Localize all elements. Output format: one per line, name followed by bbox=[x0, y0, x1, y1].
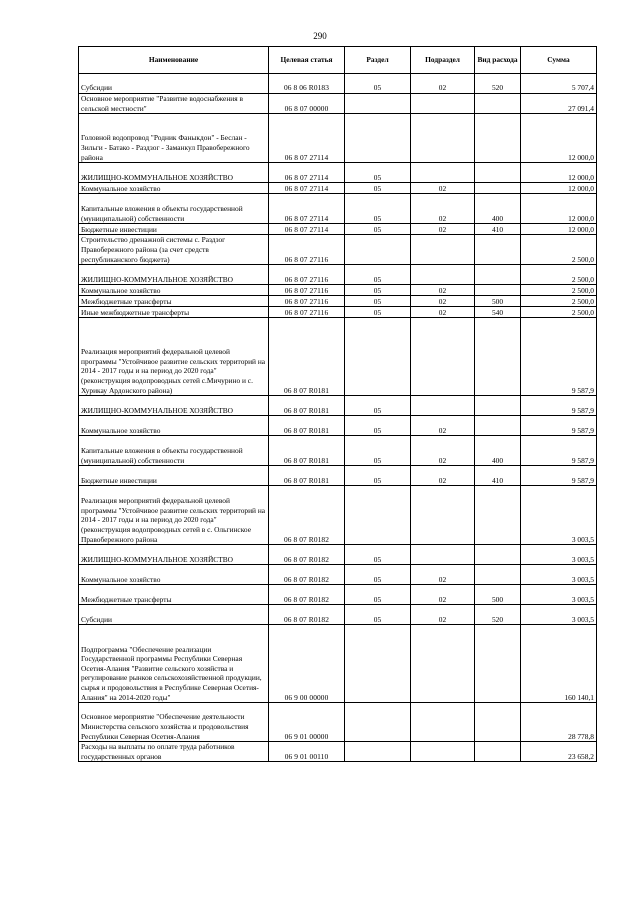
row-name: Коммунальное хозяйство bbox=[79, 183, 269, 194]
row-section: 05 bbox=[345, 224, 411, 235]
row-subsection: 02 bbox=[411, 296, 475, 307]
row-article: 06 9 00 00000 bbox=[269, 625, 345, 703]
row-expense-type bbox=[475, 703, 521, 742]
row-article: 06 8 07 R0182 bbox=[269, 545, 345, 565]
row-subsection: 02 bbox=[411, 74, 475, 94]
row-expense-type bbox=[475, 318, 521, 396]
row-expense-type bbox=[475, 416, 521, 436]
row-section: 05 bbox=[345, 307, 411, 318]
row-amount: 9 587,9 bbox=[521, 466, 597, 486]
row-article: 06 8 07 27116 bbox=[269, 296, 345, 307]
row-article: 06 8 07 27114 bbox=[269, 114, 345, 163]
header-subsection: Подраздел bbox=[411, 47, 475, 74]
row-subsection: 02 bbox=[411, 224, 475, 235]
row-article: 06 8 07 27116 bbox=[269, 285, 345, 296]
row-subsection: 02 bbox=[411, 466, 475, 486]
row-article: 06 8 07 R0182 bbox=[269, 565, 345, 585]
table-row bbox=[79, 163, 597, 183]
table-header-row bbox=[79, 47, 597, 74]
row-subsection bbox=[411, 235, 475, 265]
row-section bbox=[345, 703, 411, 742]
table-row bbox=[79, 466, 597, 486]
row-amount: 2 500,0 bbox=[521, 265, 597, 285]
table-row bbox=[79, 183, 597, 194]
row-article: 06 8 07 00000 bbox=[269, 94, 345, 114]
row-article: 06 8 07 27114 bbox=[269, 224, 345, 235]
table-row bbox=[79, 416, 597, 436]
row-name: ЖИЛИЩНО-КОММУНАЛЬНОЕ ХОЗЯЙСТВО bbox=[79, 163, 269, 183]
row-subsection: 02 bbox=[411, 565, 475, 585]
row-name: Расходы на выплаты по оплате труда работников государственных органов bbox=[79, 742, 269, 762]
table-row bbox=[79, 585, 597, 605]
table-row bbox=[79, 545, 597, 565]
row-name: Иные межбюджетные трансферты bbox=[79, 307, 269, 318]
row-section: 05 bbox=[345, 416, 411, 436]
row-subsection bbox=[411, 94, 475, 114]
row-section: 05 bbox=[345, 183, 411, 194]
row-name: Реализация мероприятий федеральной целевой программы "Устойчивое развитие сельских территорий на 2014 - 2017 годы и на период до 2020 года" (реконструкция водопроводных сетей с.Мичурино и с. Хурикау Ардонского района) bbox=[79, 318, 269, 396]
row-article: 06 8 07 27114 bbox=[269, 183, 345, 194]
row-section bbox=[345, 235, 411, 265]
row-article: 06 9 01 00110 bbox=[269, 742, 345, 762]
row-expense-type bbox=[475, 486, 521, 545]
row-amount: 2 500,0 bbox=[521, 235, 597, 265]
row-subsection bbox=[411, 625, 475, 703]
row-amount: 2 500,0 bbox=[521, 296, 597, 307]
row-amount: 28 778,8 bbox=[521, 703, 597, 742]
row-name: Коммунальное хозяйство bbox=[79, 565, 269, 585]
table-row bbox=[79, 565, 597, 585]
row-subsection: 02 bbox=[411, 285, 475, 296]
header-expense-type: Вид расхода bbox=[475, 47, 521, 74]
row-amount: 12 000,0 bbox=[521, 224, 597, 235]
table-row bbox=[79, 265, 597, 285]
row-expense-type: 500 bbox=[475, 585, 521, 605]
row-amount: 12 000,0 bbox=[521, 183, 597, 194]
header-name: Наименование bbox=[79, 47, 269, 74]
row-article: 06 8 06 R0183 bbox=[269, 74, 345, 94]
table-row bbox=[79, 436, 597, 466]
row-name: Основное мероприятие "Обеспечение деятельности Министерства сельского хозяйства и продовольствия Республики Северная Осетия-Алания bbox=[79, 703, 269, 742]
row-article: 06 8 07 R0182 bbox=[269, 605, 345, 625]
row-amount: 3 003,5 bbox=[521, 486, 597, 545]
row-expense-type: 500 bbox=[475, 296, 521, 307]
row-amount: 12 000,0 bbox=[521, 194, 597, 224]
row-amount: 2 500,0 bbox=[521, 307, 597, 318]
row-section: 05 bbox=[345, 265, 411, 285]
row-article: 06 8 07 R0182 bbox=[269, 486, 345, 545]
row-article: 06 8 07 R0181 bbox=[269, 318, 345, 396]
table-row bbox=[79, 396, 597, 416]
row-expense-type bbox=[475, 265, 521, 285]
row-amount: 12 000,0 bbox=[521, 163, 597, 183]
row-expense-type bbox=[475, 285, 521, 296]
row-expense-type: 400 bbox=[475, 436, 521, 466]
row-name: Подпрограмма "Обеспечение реализации Государственной программы Республики Северная Осетия-Алания "Развитие сельского хозяйства и регулирование рынков сельскохозяйственной продукции, сырья и продовольствия в Республике Северная Осетия-Алания" на 2014-2020 годы" bbox=[79, 625, 269, 703]
row-expense-type bbox=[475, 183, 521, 194]
row-expense-type: 540 bbox=[475, 307, 521, 318]
row-subsection bbox=[411, 318, 475, 396]
row-name: Субсидии bbox=[79, 605, 269, 625]
row-name: Реализация мероприятий федеральной целевой программы "Устойчивое развитие сельских территорий на 2014 - 2017 годы и на период до 2020 года" (реконструкция водопроводных сетей в с. Ольгинское Правобережного района bbox=[79, 486, 269, 545]
row-expense-type bbox=[475, 163, 521, 183]
row-section: 05 bbox=[345, 436, 411, 466]
row-subsection bbox=[411, 396, 475, 416]
table-row bbox=[79, 318, 597, 396]
row-name: Бюджетные инвестиции bbox=[79, 224, 269, 235]
row-article: 06 8 07 R0181 bbox=[269, 396, 345, 416]
row-expense-type: 410 bbox=[475, 466, 521, 486]
row-amount: 3 003,5 bbox=[521, 545, 597, 565]
row-name: Основное мероприятие "Развитие водоснабжения в сельской местности" bbox=[79, 94, 269, 114]
row-expense-type: 410 bbox=[475, 224, 521, 235]
row-subsection: 02 bbox=[411, 436, 475, 466]
row-subsection: 02 bbox=[411, 416, 475, 436]
row-article: 06 8 07 27116 bbox=[269, 265, 345, 285]
row-amount: 9 587,9 bbox=[521, 396, 597, 416]
row-article: 06 8 07 27114 bbox=[269, 194, 345, 224]
row-subsection bbox=[411, 703, 475, 742]
table-row bbox=[79, 703, 597, 742]
row-name: Межбюджетные трансферты bbox=[79, 296, 269, 307]
row-subsection bbox=[411, 114, 475, 163]
row-expense-type: 520 bbox=[475, 74, 521, 94]
row-section: 05 bbox=[345, 585, 411, 605]
row-name: Межбюджетные трансферты bbox=[79, 585, 269, 605]
row-amount: 160 140,1 bbox=[521, 625, 597, 703]
row-amount: 5 707,4 bbox=[521, 74, 597, 94]
row-article: 06 8 07 R0181 bbox=[269, 436, 345, 466]
row-name: Головной водопровод "Родник Фаныкдон" - Беслан - Зильги - Батако - Раздзог - Заманкул Правобережного района bbox=[79, 114, 269, 163]
row-name: ЖИЛИЩНО-КОММУНАЛЬНОЕ ХОЗЯЙСТВО bbox=[79, 396, 269, 416]
row-subsection bbox=[411, 265, 475, 285]
row-expense-type bbox=[475, 235, 521, 265]
row-amount: 3 003,5 bbox=[521, 585, 597, 605]
row-name: ЖИЛИЩНО-КОММУНАЛЬНОЕ ХОЗЯЙСТВО bbox=[79, 545, 269, 565]
row-name: Бюджетные инвестиции bbox=[79, 466, 269, 486]
row-expense-type: 400 bbox=[475, 194, 521, 224]
row-article: 06 9 01 00000 bbox=[269, 703, 345, 742]
row-subsection: 02 bbox=[411, 585, 475, 605]
table-row bbox=[79, 605, 597, 625]
row-name: Капитальные вложения в объекты государственной (муниципальной) собственности bbox=[79, 436, 269, 466]
row-amount: 3 003,5 bbox=[521, 605, 597, 625]
row-section: 05 bbox=[345, 466, 411, 486]
row-section bbox=[345, 742, 411, 762]
row-section bbox=[345, 625, 411, 703]
row-article: 06 8 07 27116 bbox=[269, 235, 345, 265]
row-name: Строительство дренажной системы с. Раздзог Правобережного района (за счет средств республиканского бюджета) bbox=[79, 235, 269, 265]
row-name: Коммунальное хозяйство bbox=[79, 285, 269, 296]
table-row bbox=[79, 94, 597, 114]
row-article: 06 8 07 27116 bbox=[269, 307, 345, 318]
row-section: 05 bbox=[345, 605, 411, 625]
row-subsection: 02 bbox=[411, 194, 475, 224]
table-row bbox=[79, 224, 597, 235]
row-subsection bbox=[411, 742, 475, 762]
row-amount: 9 587,9 bbox=[521, 318, 597, 396]
row-name: Коммунальное хозяйство bbox=[79, 416, 269, 436]
row-name: Субсидии bbox=[79, 74, 269, 94]
header-amount: Сумма bbox=[521, 47, 597, 74]
row-expense-type bbox=[475, 742, 521, 762]
table-row bbox=[79, 74, 597, 94]
table-row bbox=[79, 307, 597, 318]
row-amount: 9 587,9 bbox=[521, 416, 597, 436]
table-row bbox=[79, 285, 597, 296]
row-article: 06 8 07 R0181 bbox=[269, 466, 345, 486]
row-expense-type bbox=[475, 565, 521, 585]
row-section bbox=[345, 94, 411, 114]
table-row bbox=[79, 296, 597, 307]
row-section: 05 bbox=[345, 565, 411, 585]
row-expense-type bbox=[475, 545, 521, 565]
row-section: 05 bbox=[345, 396, 411, 416]
row-article: 06 8 07 R0182 bbox=[269, 585, 345, 605]
row-amount: 23 658,2 bbox=[521, 742, 597, 762]
row-amount: 2 500,0 bbox=[521, 285, 597, 296]
row-amount: 9 587,9 bbox=[521, 436, 597, 466]
row-subsection bbox=[411, 163, 475, 183]
table-row bbox=[79, 625, 597, 703]
page-number: 290 bbox=[313, 31, 327, 41]
row-subsection bbox=[411, 486, 475, 545]
row-section bbox=[345, 114, 411, 163]
row-subsection: 02 bbox=[411, 307, 475, 318]
header-section: Раздел bbox=[345, 47, 411, 74]
row-name: Капитальные вложения в объекты государственной (муниципальной) собственности bbox=[79, 194, 269, 224]
row-expense-type bbox=[475, 625, 521, 703]
row-section: 05 bbox=[345, 545, 411, 565]
table-row bbox=[79, 194, 597, 224]
row-amount: 12 000,0 bbox=[521, 114, 597, 163]
row-section: 05 bbox=[345, 296, 411, 307]
row-section: 05 bbox=[345, 163, 411, 183]
row-subsection bbox=[411, 545, 475, 565]
row-amount: 3 003,5 bbox=[521, 565, 597, 585]
row-expense-type: 520 bbox=[475, 605, 521, 625]
header-article: Целевая статья bbox=[269, 47, 345, 74]
row-expense-type bbox=[475, 94, 521, 114]
row-section: 05 bbox=[345, 194, 411, 224]
row-section: 05 bbox=[345, 285, 411, 296]
row-article: 06 8 07 27114 bbox=[269, 163, 345, 183]
row-section bbox=[345, 318, 411, 396]
row-article: 06 8 07 R0181 bbox=[269, 416, 345, 436]
row-section bbox=[345, 486, 411, 545]
row-amount: 27 091,4 bbox=[521, 94, 597, 114]
row-section: 05 bbox=[345, 74, 411, 94]
budget-table bbox=[78, 46, 597, 762]
row-subsection: 02 bbox=[411, 183, 475, 194]
row-expense-type bbox=[475, 114, 521, 163]
table-row bbox=[79, 486, 597, 545]
table-row bbox=[79, 235, 597, 265]
row-expense-type bbox=[475, 396, 521, 416]
table-row bbox=[79, 742, 597, 762]
row-subsection: 02 bbox=[411, 605, 475, 625]
row-name: ЖИЛИЩНО-КОММУНАЛЬНОЕ ХОЗЯЙСТВО bbox=[79, 265, 269, 285]
table-row bbox=[79, 114, 597, 163]
